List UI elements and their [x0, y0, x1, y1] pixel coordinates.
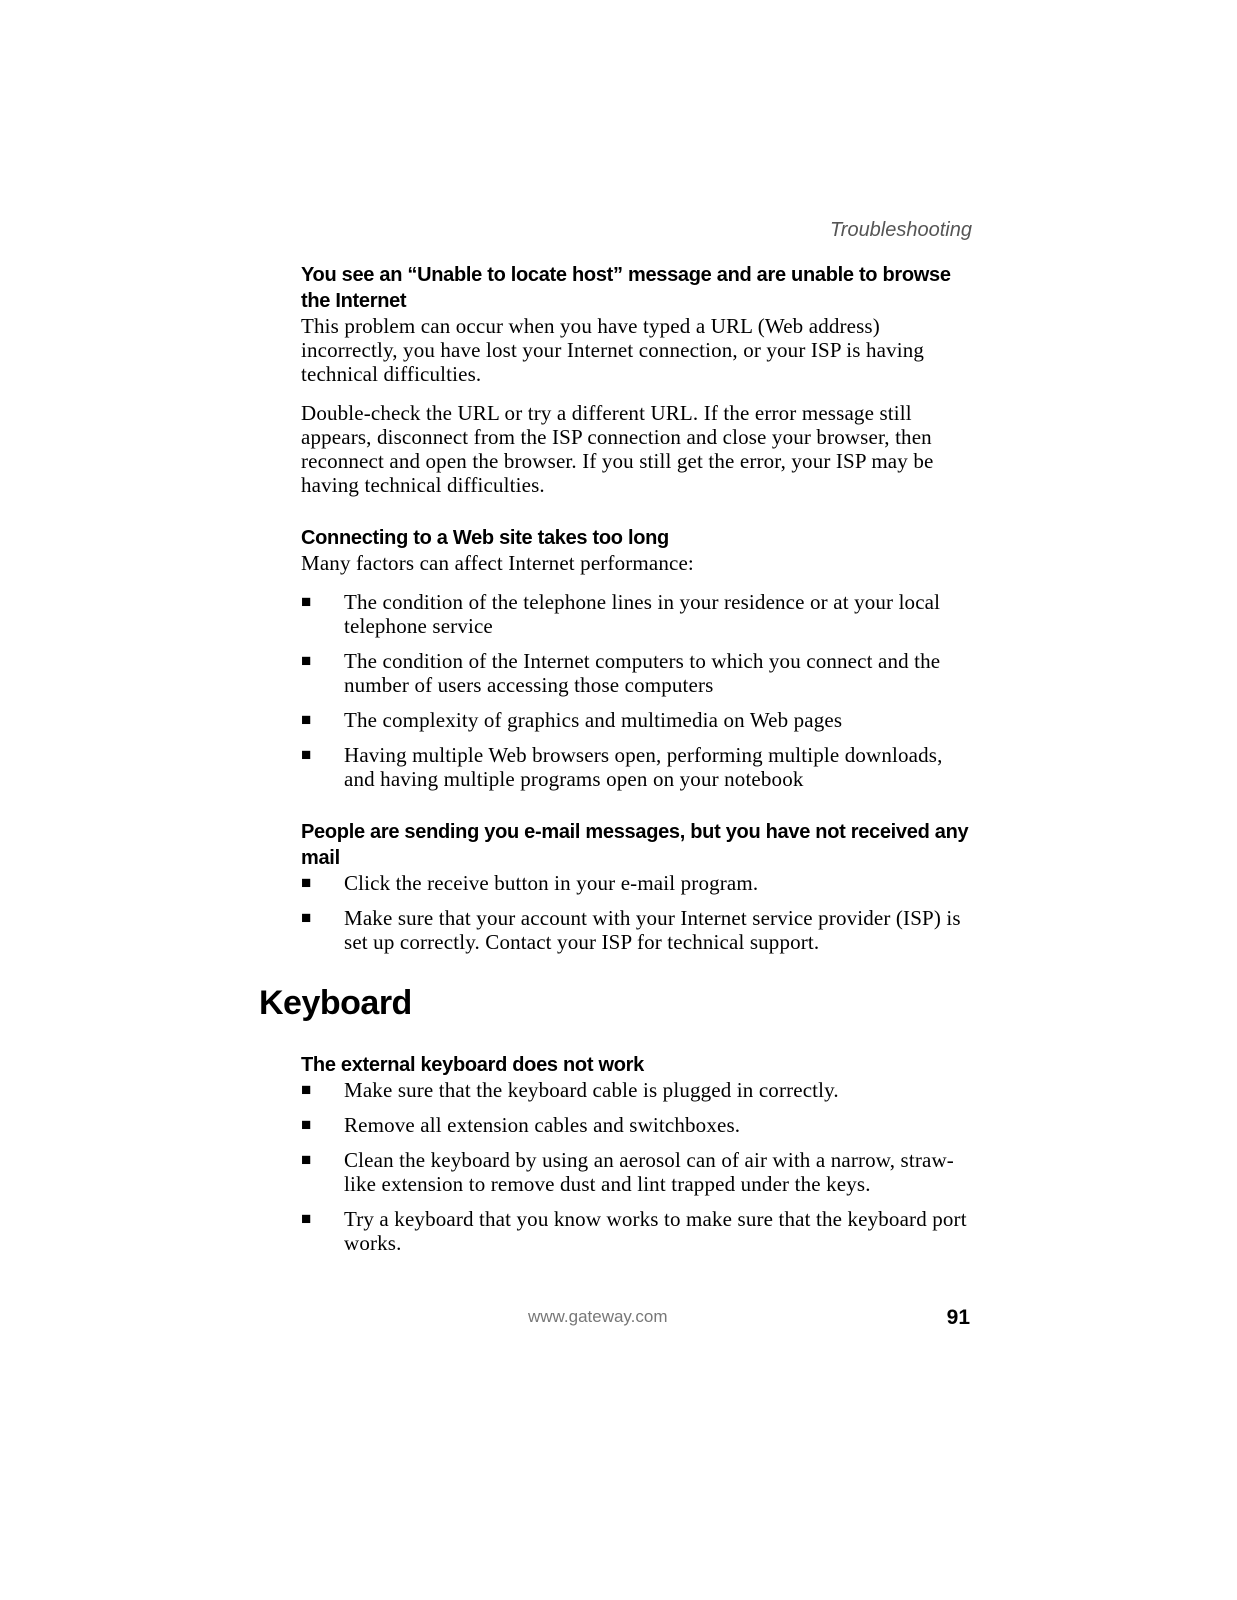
list-item	[301, 1207, 977, 1255]
bullet-glyph: ■	[301, 651, 312, 670]
list-item	[301, 708, 977, 732]
bullet-glyph: ■	[301, 1080, 312, 1099]
section-connecting-too-long	[301, 525, 977, 791]
section-heading: People are sending you e-mail messages, but you have not received any mail	[301, 821, 969, 869]
list-item-text: Try a keyboard that you know works to make sure that the keyboard port works.	[344, 1207, 967, 1255]
bullet-glyph: ■	[301, 1115, 312, 1134]
running-head: Troubleshooting	[830, 219, 972, 241]
paragraph: Double-check the URL or try a different URL. If the error message still appears, disconnect from the ISP connection and close your browser, then reconnect and open the browser. If you still get the error, your ISP may be having technical difficulties.	[301, 401, 934, 497]
bullet-list	[301, 871, 977, 954]
paragraph: Many factors can affect Internet performance:	[301, 551, 694, 575]
list-item-text: The condition of the Internet computers to which you connect and the number of users accessing those computers	[344, 649, 941, 697]
bullet-list	[301, 590, 977, 791]
list-item	[301, 871, 977, 895]
keyboard-content	[301, 1052, 977, 1266]
list-item	[301, 1078, 977, 1102]
main-content	[301, 262, 977, 976]
list-item	[301, 649, 977, 697]
list-item-text: Make sure that your account with your Internet service provider (ISP) is set up correctly. Contact your ISP for technical support.	[344, 906, 961, 954]
bullet-glyph: ■	[301, 745, 312, 764]
list-item	[301, 590, 977, 638]
section-heading: The external keyboard does not work	[301, 1054, 644, 1076]
bullet-list	[301, 1078, 977, 1255]
paragraph: This problem can occur when you have typed a URL (Web address) incorrectly, you have lost your Internet connection, or your ISP is having technical difficulties.	[301, 314, 925, 386]
list-item	[301, 906, 977, 954]
list-item-text: The complexity of graphics and multimedia on Web pages	[344, 708, 843, 732]
section-email-not-received	[301, 819, 977, 954]
bullet-glyph: ■	[301, 710, 312, 729]
chapter-heading-keyboard: Keyboard	[259, 984, 412, 1022]
list-item-text: Click the receive button in your e-mail program.	[344, 871, 759, 895]
section-heading: Connecting to a Web site takes too long	[301, 527, 669, 549]
bullet-glyph: ■	[301, 873, 312, 892]
list-item-text: Make sure that the keyboard cable is plugged in correctly.	[344, 1078, 839, 1102]
list-item	[301, 743, 977, 791]
section-unable-to-locate-host	[301, 262, 977, 497]
list-item	[301, 1113, 977, 1137]
list-item-text: Remove all extension cables and switchboxes.	[344, 1113, 741, 1137]
bullet-glyph: ■	[301, 1209, 312, 1228]
section-heading: You see an “Unable to locate host” message and are unable to browse the Internet	[301, 264, 951, 312]
bullet-glyph: ■	[301, 1150, 312, 1169]
footer-url: www.gateway.com	[528, 1307, 668, 1326]
bullet-glyph: ■	[301, 908, 312, 927]
list-item	[301, 1148, 977, 1196]
list-item-text: Clean the keyboard by using an aerosol can of air with a narrow, straw-like extension to remove dust and lint trapped under the keys.	[344, 1148, 954, 1196]
list-item-text: Having multiple Web browsers open, performing multiple downloads, and having multiple programs open on your notebook	[344, 743, 943, 791]
bullet-glyph: ■	[301, 592, 312, 611]
list-item-text: The condition of the telephone lines in your residence or at your local telephone service	[344, 590, 941, 638]
page-number: 91	[946, 1306, 970, 1329]
